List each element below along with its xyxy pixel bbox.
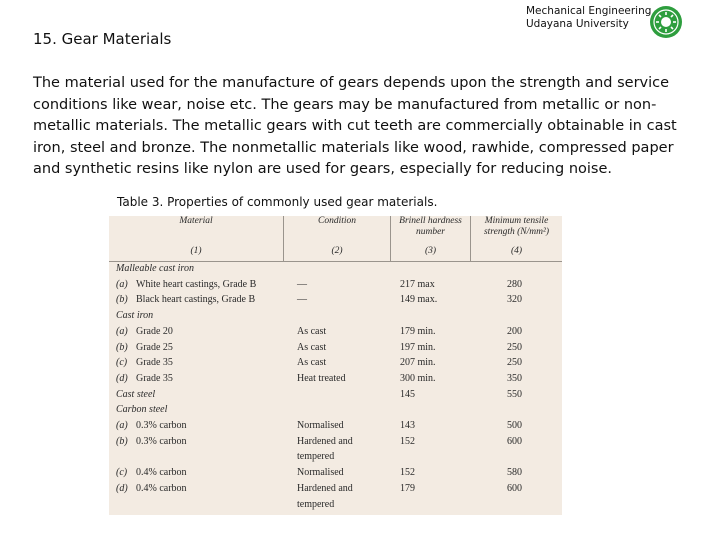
header-condition-label: Condition bbox=[317, 216, 356, 226]
cell-material: Black heart castings, Grade B bbox=[136, 294, 256, 306]
cell-hardness: 207 min. bbox=[400, 357, 436, 369]
table-row bbox=[109, 357, 562, 372]
affiliation-department: Mechanical Engineering bbox=[526, 5, 652, 17]
cell-label: (c) bbox=[116, 357, 128, 369]
cell-material: Cast steel bbox=[116, 388, 156, 400]
cell-condition: Normalised bbox=[297, 467, 344, 479]
cell-label: (c) bbox=[116, 467, 128, 479]
cell-strength: 600 bbox=[507, 435, 522, 447]
cell-strength: 200 bbox=[507, 325, 522, 337]
cell-material: Carbon steel bbox=[116, 404, 168, 416]
cell-label: (b) bbox=[116, 341, 128, 353]
cell-label: (a) bbox=[116, 325, 128, 337]
cell-strength: 320 bbox=[507, 294, 522, 306]
table-row bbox=[109, 373, 562, 388]
page-title: 15. Gear Materials bbox=[33, 30, 172, 48]
cell-hardness: 217 max bbox=[400, 278, 435, 290]
body-paragraph: The material used for the manufacture of gears depends upon the strength and service conditions like wear, noise etc. The gears may be manufactured from metallic or non-metallic materials. The metallic gears with cut teeth are commercially obtainable in cast iron, steel and bronze. The nonmetallic materials like wood, rawhide, compressed paper and synthetic resins like nylon are used for gears, especially for reducing noise. bbox=[33, 75, 677, 177]
cell-label: (a) bbox=[116, 278, 128, 290]
cell-hardness: 179 min. bbox=[400, 325, 436, 337]
cell-label: (d) bbox=[116, 372, 128, 384]
table-row bbox=[109, 436, 562, 451]
cell-hardness: 179 bbox=[400, 482, 415, 494]
cell-material: Grade 25 bbox=[136, 341, 173, 353]
udayana-university-logo-icon bbox=[649, 5, 683, 39]
cell-hardness: 152 bbox=[400, 435, 415, 447]
cell-material: Grade 35 bbox=[136, 357, 173, 369]
cell-material: 0.3% carbon bbox=[136, 435, 187, 447]
table-row bbox=[109, 279, 562, 294]
table-row bbox=[109, 326, 562, 341]
cell-label: (b) bbox=[116, 294, 128, 306]
cell-condition: — bbox=[297, 278, 307, 290]
cell-condition: As cast bbox=[297, 325, 327, 337]
cell-strength: 580 bbox=[507, 467, 522, 479]
cell-condition: tempered bbox=[297, 498, 335, 510]
header-material-label: Material bbox=[179, 216, 213, 226]
cell-hardness: 152 bbox=[400, 467, 415, 479]
table-group-row bbox=[109, 404, 562, 419]
cell-condition: Hardened and bbox=[297, 482, 353, 494]
table-row bbox=[109, 451, 562, 466]
cell-strength: 550 bbox=[507, 388, 522, 400]
cell-condition: Heat treated bbox=[297, 372, 346, 384]
cell-condition: Hardened and bbox=[297, 435, 353, 447]
cell-strength: 600 bbox=[507, 482, 522, 494]
header-material bbox=[109, 216, 283, 261]
table-group-row bbox=[109, 310, 562, 325]
cell-label: (a) bbox=[116, 420, 128, 431]
affiliation bbox=[526, 5, 651, 31]
cell-hardness: 300 min. bbox=[400, 372, 436, 384]
affiliation-university: Udayana University bbox=[526, 18, 629, 30]
cell-condition: Normalised bbox=[297, 420, 344, 431]
header-material-num: (1) bbox=[190, 246, 202, 256]
cell-material: Malleable cast iron bbox=[116, 263, 194, 274]
cell-hardness: 143 bbox=[400, 420, 415, 431]
cell-material: 0.4% carbon bbox=[136, 467, 187, 479]
table-row bbox=[109, 420, 562, 435]
cell-condition: tempered bbox=[297, 451, 335, 463]
table-row bbox=[109, 467, 562, 482]
cell-strength: 250 bbox=[507, 341, 522, 353]
cell-strength: 500 bbox=[507, 420, 522, 431]
cell-condition: As cast bbox=[297, 357, 327, 369]
table-group-row bbox=[109, 389, 562, 404]
cell-hardness: 145 bbox=[400, 388, 415, 400]
cell-strength: 280 bbox=[507, 278, 522, 290]
table-group-row bbox=[109, 263, 562, 278]
header-hardness-label: Brinell hardness number bbox=[399, 216, 462, 237]
cell-material: White heart castings, Grade B bbox=[136, 278, 257, 290]
header-condition bbox=[284, 216, 390, 261]
table-row bbox=[109, 342, 562, 357]
table-row bbox=[109, 499, 562, 514]
cell-strength: 350 bbox=[507, 372, 522, 384]
cell-material: Grade 20 bbox=[136, 325, 173, 337]
cell-strength: 250 bbox=[507, 357, 522, 369]
header-strength bbox=[471, 216, 562, 261]
cell-material: Grade 35 bbox=[136, 372, 173, 384]
cell-label: (d) bbox=[116, 482, 128, 494]
cell-material: 0.4% carbon bbox=[136, 482, 187, 494]
header-strength-label: Minimum tensile strength (N/mm²) bbox=[483, 216, 550, 237]
cell-hardness: 149 max. bbox=[400, 294, 438, 306]
cell-label: (b) bbox=[116, 435, 128, 447]
cell-condition: As cast bbox=[297, 341, 327, 353]
header-strength-num: (4) bbox=[510, 246, 523, 256]
cell-hardness: 197 min. bbox=[400, 341, 436, 353]
table-row bbox=[109, 294, 562, 309]
header-condition-num: (2) bbox=[331, 246, 343, 256]
table-row bbox=[109, 483, 562, 498]
properties-table bbox=[109, 216, 562, 515]
header-hardness bbox=[391, 216, 470, 261]
cell-condition: — bbox=[297, 294, 307, 306]
header-hardness-num: (3) bbox=[424, 246, 437, 256]
cell-material: Cast iron bbox=[116, 310, 154, 322]
cell-material: 0.3% carbon bbox=[136, 420, 187, 431]
table-header bbox=[109, 216, 562, 261]
table-caption: Table 3. Properties of commonly used gear materials. bbox=[117, 195, 438, 209]
